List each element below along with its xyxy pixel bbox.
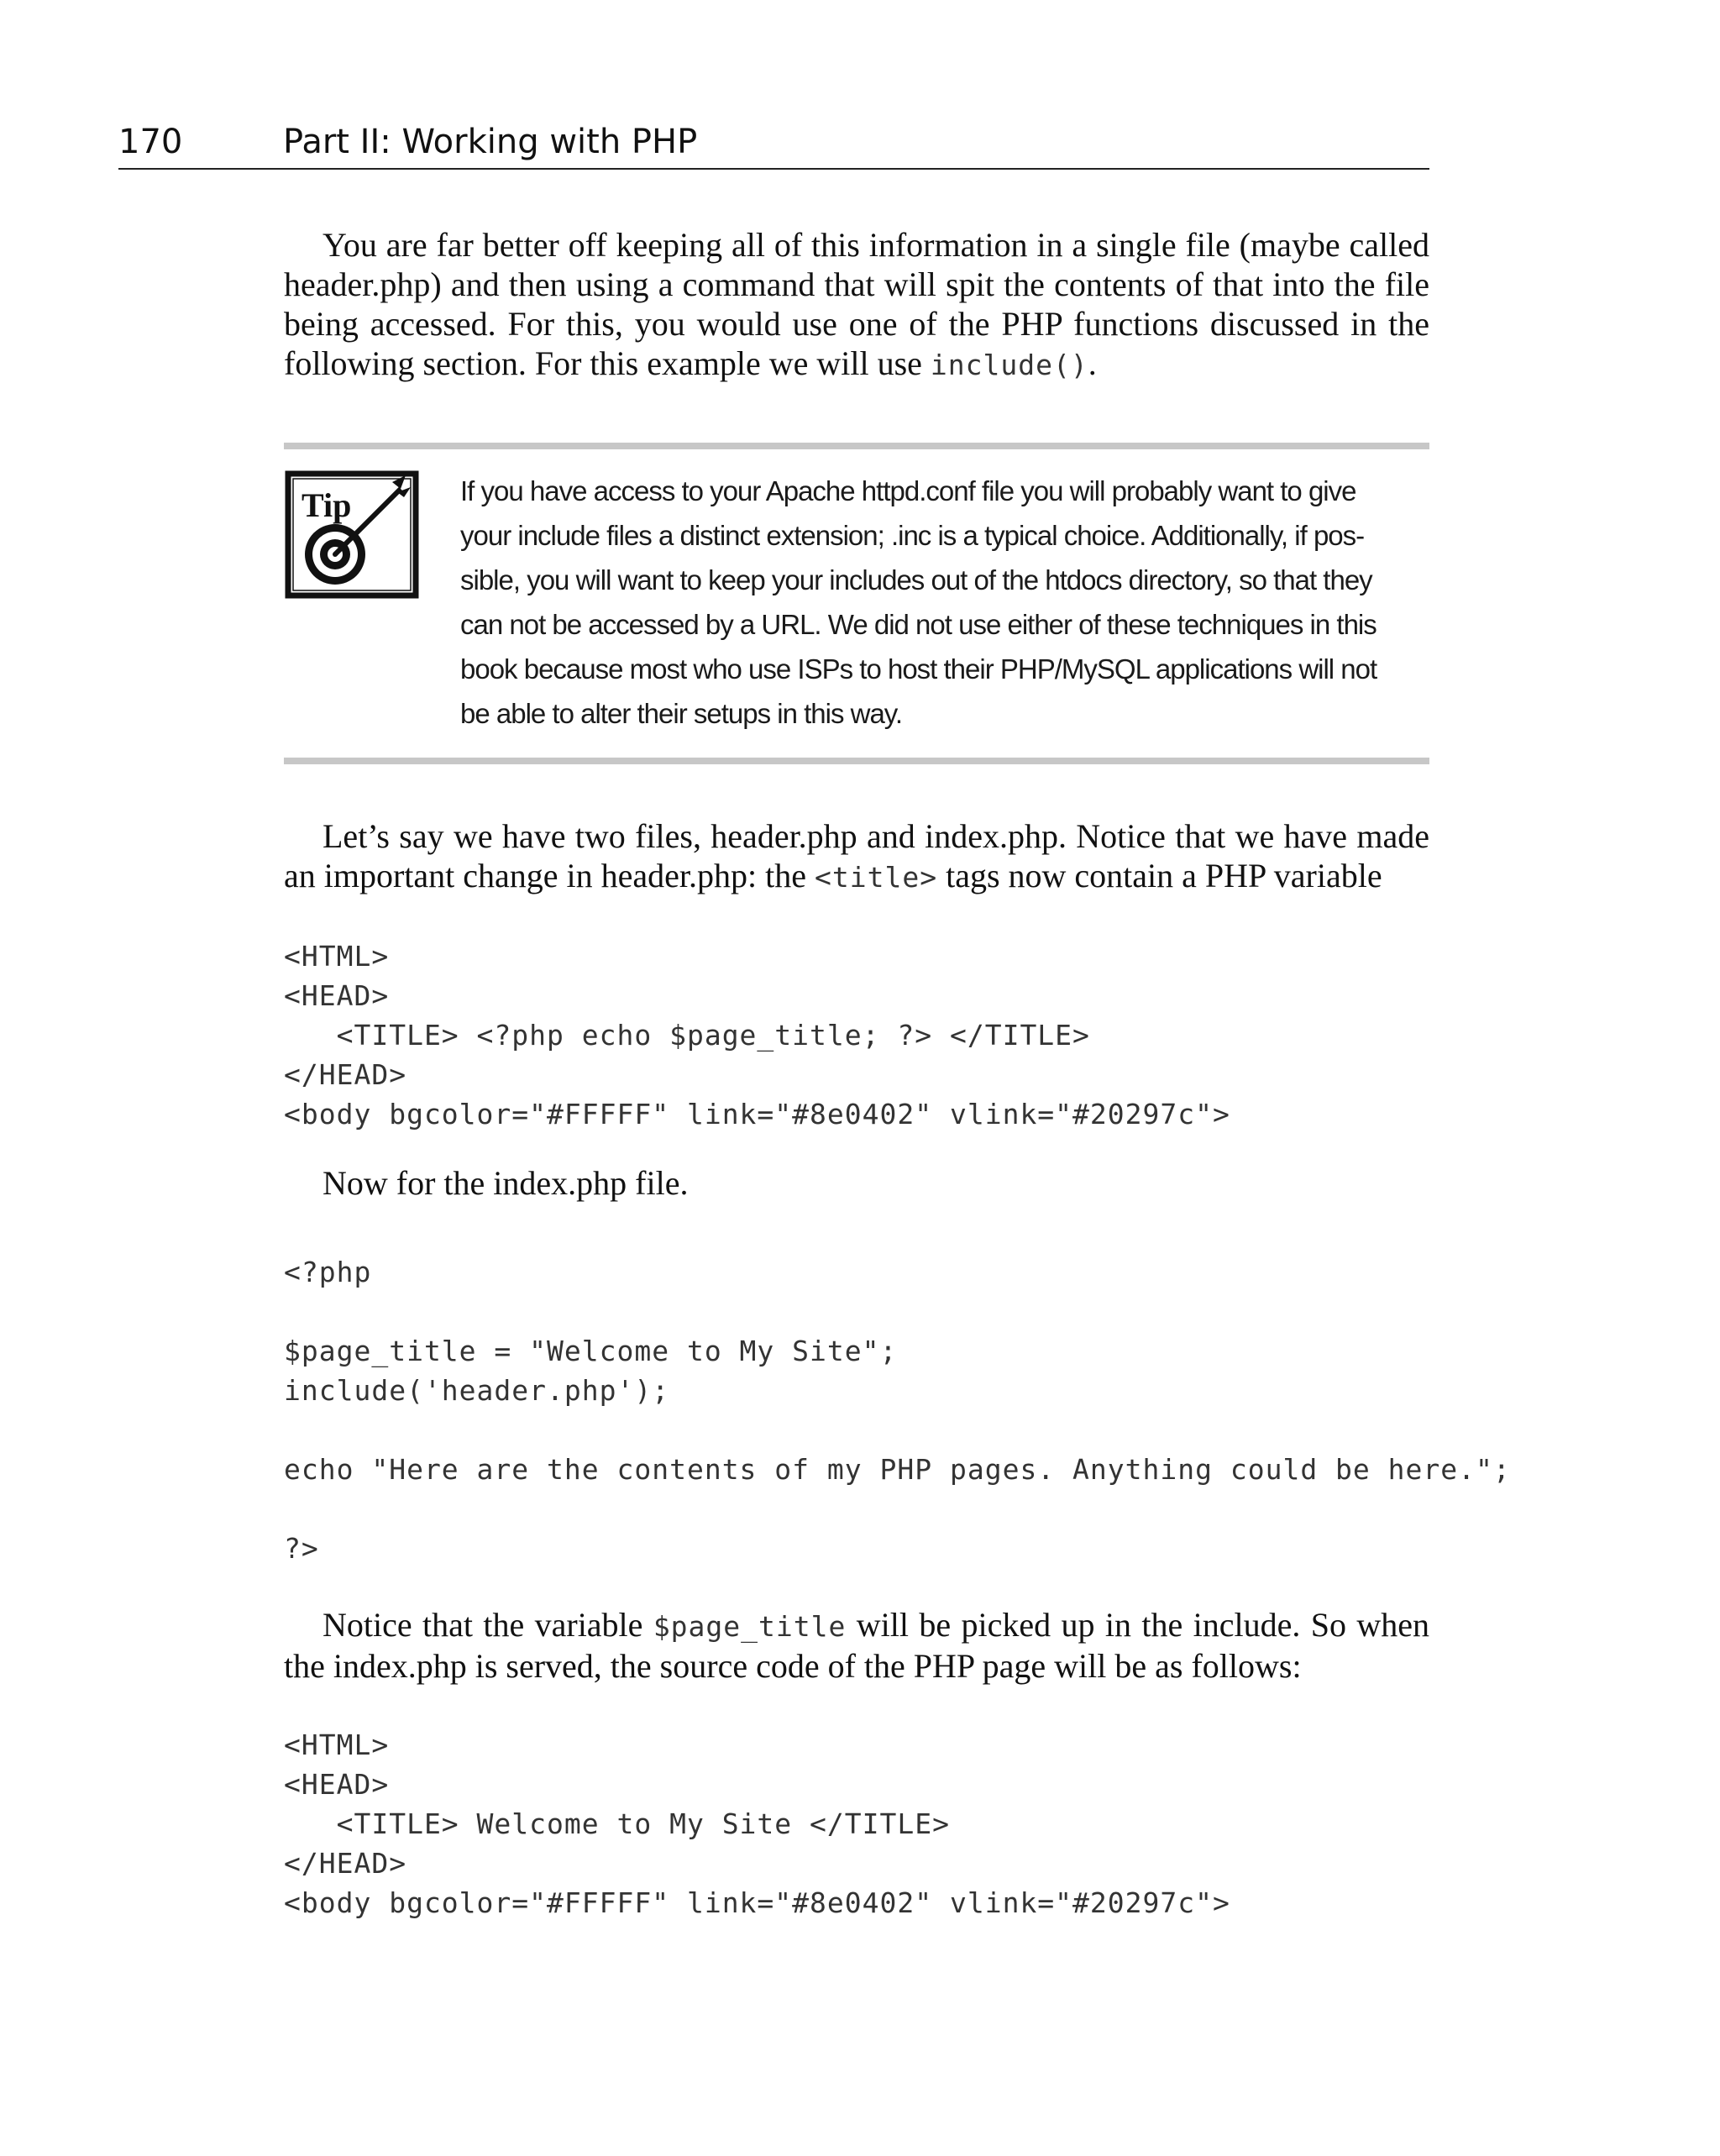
paragraph-intro [284, 225, 1429, 385]
code-line: <TITLE> <?php echo $page_title; ?> </TITLE> [284, 1019, 1090, 1052]
paragraph-variable-note [284, 1605, 1429, 1686]
code-block-header-php [284, 936, 1460, 1134]
code-line: <HEAD> [284, 979, 390, 1012]
tip-icon-label: Tip [302, 486, 352, 524]
paragraph-intro-end: . [1088, 344, 1097, 382]
tip-target-arrow-icon [285, 470, 419, 599]
inline-code-include: include() [930, 349, 1088, 381]
paragraph-variable-note-end: will be picked up in the include. So when the index.php is served, the source code of the PHP page will be as follows: [284, 1606, 1430, 1685]
code-line [284, 1489, 1460, 1529]
code-line: <?php [284, 1256, 372, 1288]
code-line: $page_title = "Welcome to My Site"; [284, 1335, 898, 1367]
paragraph-index-file: Now for the index.php file. [322, 1164, 689, 1202]
code-line: ?> [284, 1532, 319, 1565]
running-head: Part II: Working with PHP [283, 123, 698, 161]
tip-text: If you have access to your Apache httpd.conf file you will probably want to give your include files a distinct extension; .inc is a typical choice. Additionally, if possible, you will want to keep your includes out of the htdocs directory, so that they can not be accessed by a URL. We did not use either of these techniques in this book because most who use ISPs to host their PHP/MySQL applications will not be able to alter their setups in this way. [460, 475, 1377, 729]
inline-code-title-tag: <title> [815, 861, 938, 894]
code-line: include('header.php'); [284, 1374, 670, 1407]
paragraph-two-files [284, 816, 1429, 897]
code-block-output [284, 1725, 1460, 1923]
tip-rule-top [284, 443, 1429, 449]
paragraph-variable-note-text: Notice that the variable [322, 1606, 653, 1644]
paragraph-two-files-end: tags now contain a PHP variable [937, 857, 1382, 894]
code-line: <body bgcolor="#FFFFF" link="#8e0402" vlink="#20297c"> [284, 1886, 1230, 1919]
paragraph-intro-text: You are far better off keeping all of this information in a single file (maybe called header.php) and then using a command that will spit the contents of that into the file being accessed. For this, you would use one of the PHP functions discussed in the following section. For this example we will use [284, 226, 1429, 382]
code-line: echo "Here are the contents of my PHP pages. Anything could be here."; [284, 1453, 1511, 1486]
code-line: <HTML> [284, 940, 390, 973]
code-line: <body bgcolor="#FFFFF" link="#8e0402" vlink="#20297c"> [284, 1098, 1230, 1130]
code-line: </HEAD> [284, 1847, 407, 1880]
code-line: <HEAD> [284, 1768, 390, 1801]
page-header [118, 116, 1429, 170]
code-line: <TITLE> Welcome to My Site </TITLE> [284, 1807, 950, 1840]
paragraph-two-files-text: Let’s say we have two files, header.php and index.php. Notice that we have made an important change in header.php: the [284, 817, 1429, 894]
code-line [284, 1410, 1460, 1450]
inline-code-page-title: $page_title [653, 1610, 847, 1643]
code-block-index-php [284, 1252, 1511, 1568]
page-number: 170 [118, 123, 183, 161]
tip-rule-bottom [284, 758, 1429, 764]
code-line [284, 1292, 1460, 1331]
code-line: </HEAD> [284, 1058, 407, 1091]
code-line: <HTML> [284, 1728, 390, 1761]
